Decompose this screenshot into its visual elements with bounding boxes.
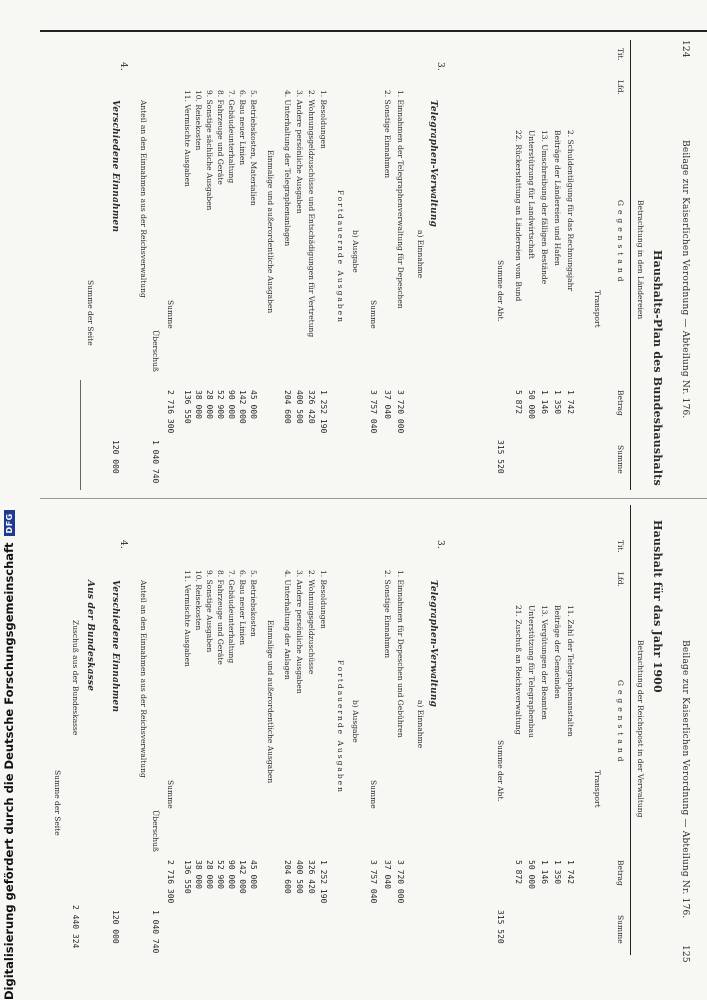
right-ag-1-amt: 326 420 bbox=[307, 860, 316, 894]
left-ag-1-amt: 326 420 bbox=[307, 390, 316, 424]
left-ag-0: 1. Besoldungen bbox=[319, 90, 328, 149]
right-ein-total: Summe bbox=[369, 780, 378, 809]
left-ga-3: Unterstützung für Landwirtschaft bbox=[527, 130, 536, 259]
right-s3-sub: a) Einnahme bbox=[416, 700, 425, 749]
right-surplus: Überschuß bbox=[151, 810, 160, 852]
right-ag2-0: 5. Betriebskosten bbox=[249, 570, 258, 637]
left-ag2-0: 5. Betriebskosten, Materialien bbox=[249, 90, 258, 206]
right-ga-4: 21. Zuschuß an Reichsverwaltung bbox=[514, 605, 523, 735]
left-ein-0: 1. Einnahmen der Telegraphenverwaltung für Depeschen bbox=[396, 90, 405, 309]
left-ag2-5: 10. Reisekosten bbox=[194, 90, 203, 151]
left-col-transport: Transport bbox=[593, 290, 602, 328]
left-col-summe: Summe bbox=[616, 445, 625, 474]
right-ausgabe-head: b) Ausgabe bbox=[351, 700, 360, 743]
right-col-lfd: Lfd. bbox=[616, 572, 625, 587]
right-ag-2-amt: 400 500 bbox=[295, 860, 304, 894]
left-subtotal-a-amt: 315 520 bbox=[496, 440, 505, 474]
right-ga-4-amt: 5 872 bbox=[514, 860, 523, 885]
right-ag2-0-amt: 45 000 bbox=[249, 860, 258, 889]
left-ag2-5-amt: 38 000 bbox=[194, 390, 203, 419]
left-ag-1: 2. Wohnungsgeldzuschüsse und Entschädigungen für Vertretung bbox=[307, 90, 316, 338]
left-ag2-2-amt: 90 000 bbox=[227, 390, 236, 419]
left-col-lfd: Lfd. bbox=[616, 80, 625, 95]
left-ein-1-amt: 37 040 bbox=[383, 390, 392, 419]
left-header-rule bbox=[630, 40, 631, 490]
right-ga-2: 13. Vergütungen der Beamten bbox=[540, 605, 549, 720]
right-col-transport: Transport bbox=[593, 770, 602, 808]
left-ein-0-amt: 3 720 000 bbox=[396, 390, 405, 434]
right-carry: Summe der Seite bbox=[53, 770, 62, 836]
right-subtotal-a: Summe der Abt. bbox=[496, 740, 505, 802]
right-ausgabe-total-amt: 2 716 300 bbox=[166, 860, 175, 904]
right-ein-total-amt: 3 757 040 bbox=[369, 860, 378, 904]
right-ag2-4: 9. Sonstige Ausgaben bbox=[205, 570, 214, 653]
right-ag-0: 1. Besoldungen bbox=[319, 570, 328, 629]
left-ag2-6: 11. Vermischte Ausgaben bbox=[183, 90, 192, 187]
right-ag2-6-amt: 136 550 bbox=[183, 860, 192, 894]
right-ag2-3-amt: 52 900 bbox=[216, 860, 225, 889]
left-ein-total-amt: 3 757 040 bbox=[369, 390, 378, 434]
left-ga-2-amt: 1 146 bbox=[540, 390, 549, 415]
right-ag2-5: 10. Reisekosten bbox=[194, 570, 203, 631]
right-ein-0-amt: 3 720 000 bbox=[396, 860, 405, 904]
left-s4-nr: 4. bbox=[118, 62, 128, 71]
left-ag-3-amt: 204 600 bbox=[283, 390, 292, 424]
left-ausgabe-sub2: Einmalige und außerordentliche Ausgaben bbox=[266, 150, 275, 314]
right-ag2-2: 7. Gebäudeunterhaltung bbox=[227, 570, 236, 664]
right-ag-3: 4. Unterhaltung der Anlagen bbox=[283, 570, 292, 680]
left-col-tit: Tit. bbox=[616, 48, 625, 61]
right-ag2-3: 8. Fahrzeuge und Geräte bbox=[216, 570, 225, 665]
right-ga-1-amt: 1 350 bbox=[553, 860, 562, 885]
left-ein-total: Summe bbox=[369, 300, 378, 329]
left-ga-1-amt: 1 350 bbox=[553, 390, 562, 415]
right-ag-0-amt: 1 252 190 bbox=[319, 860, 328, 904]
left-ga-0-amt: 1 742 bbox=[566, 390, 575, 415]
left-ag2-3-amt: 52 900 bbox=[216, 390, 225, 419]
right-ag2-5-amt: 38 000 bbox=[194, 860, 203, 889]
left-ausgabe-total-amt: 2 716 300 bbox=[166, 390, 175, 434]
left-ga-2: 13. Umschreibung der fälligen Bestände bbox=[540, 130, 549, 285]
right-ag2-2-amt: 90 000 bbox=[227, 860, 236, 889]
right-ag2-1: 6. Bau neuer Linien bbox=[238, 570, 247, 646]
right-ga-3-amt: 50 000 bbox=[527, 860, 536, 889]
left-ag-2: 3. Andere persönliche Ausgaben bbox=[295, 90, 304, 214]
right-ga-2-amt: 1 146 bbox=[540, 860, 549, 885]
right-s5-title: Aus der Bundeskasse bbox=[85, 580, 95, 692]
right-ag-2: 3. Andere persönliche Ausgaben bbox=[295, 570, 304, 694]
right-s4-amt: 120 000 bbox=[111, 910, 120, 944]
left-ag-2-amt: 400 500 bbox=[295, 390, 304, 424]
right-s4-text: Anteil an den Einnahmen aus der Reichsverwaltung bbox=[139, 580, 148, 778]
left-ag-3: 4. Unterhaltung der Telegraphenanlagen bbox=[283, 90, 292, 247]
right-ein-1: 2. Sonstige Einnahmen bbox=[383, 570, 392, 659]
left-s3-sub: a) Einnahme bbox=[416, 230, 425, 279]
left-ausgabe-head: b) Ausgabe bbox=[351, 230, 360, 273]
left-surplus: Überschuß bbox=[151, 330, 160, 372]
left-col-gegenstand: Gegenstand bbox=[616, 200, 625, 286]
right-s5-amt: 2 440 324 bbox=[71, 905, 80, 949]
right-ag2-6: 11. Vermischte Ausgaben bbox=[183, 570, 192, 667]
left-surplus-amt: 1 040 740 bbox=[151, 440, 160, 484]
footer-text: Digitalisierung gefördert durch die Deutsche Forschungsgemeinschaft bbox=[2, 542, 16, 1000]
left-header: Beilage zur Kaiserlichen Verordnung — Abteilung Nr. 176. bbox=[680, 140, 690, 419]
left-ein-1: 2. Sonstige Einnahmen bbox=[383, 90, 392, 179]
right-header: Beilage zur Kaiserlichen Verordnung — Abteilung Nr. 176. bbox=[680, 640, 690, 919]
left-ag-0-amt: 1 252 190 bbox=[319, 390, 328, 434]
right-s5-text: Zuschuß aus der Bundeskasse bbox=[71, 620, 80, 736]
left-ag2-6-amt: 136 550 bbox=[183, 390, 192, 424]
right-col-gegenstand: Gegenstand bbox=[616, 680, 625, 766]
left-s3-title: Telegraphen-Verwaltung bbox=[428, 100, 438, 228]
left-s3-nr: 3. bbox=[435, 62, 445, 71]
right-surplus-amt: 1 040 740 bbox=[151, 910, 160, 954]
right-ag2-1-amt: 142 000 bbox=[238, 860, 247, 894]
right-col-summe: Summe bbox=[616, 915, 625, 944]
right-s3-title: Telegraphen-Verwaltung bbox=[428, 580, 438, 708]
left-title: Haushalts-Plan des Bundeshaushalts bbox=[651, 250, 664, 486]
left-page-number: 124 bbox=[680, 40, 690, 58]
right-ausgabe-sub: Fortdauernde Ausgaben bbox=[336, 660, 345, 794]
left-ga-0: 2. Schuldentilgung für das Rechnungsjahr bbox=[566, 130, 575, 292]
right-ag2-4-amt: 28 000 bbox=[205, 860, 214, 889]
right-page-number: 125 bbox=[680, 945, 690, 963]
left-subtotal-a: Summe der Abt. bbox=[496, 260, 505, 322]
left-ausgabe-sub: Fortdauernde Ausgaben bbox=[336, 190, 345, 324]
left-carry: Summe der Seite bbox=[86, 280, 95, 346]
left-col-betrag: Betrag bbox=[616, 390, 625, 416]
left-col-rule-2 bbox=[80, 430, 81, 490]
left-ag2-0-amt: 45 000 bbox=[249, 390, 258, 419]
right-ausgabe-total: Summe bbox=[166, 780, 175, 809]
left-ag2-3: 8. Fahrzeuge und Geräte bbox=[216, 90, 225, 185]
right-s4-nr: 4. bbox=[118, 540, 128, 549]
right-col-betrag: Betrag bbox=[616, 860, 625, 886]
right-ga-0-amt: 1 742 bbox=[566, 860, 575, 885]
left-ga-4-amt: 5 872 bbox=[514, 390, 523, 415]
left-s4-title: Verschiedene Einnahmen bbox=[110, 100, 120, 233]
left-s4-text: Anteil an den Einnahmen aus der Reichsverwaltung bbox=[139, 100, 148, 298]
right-ag-3-amt: 204 600 bbox=[283, 860, 292, 894]
right-s3-nr: 3. bbox=[435, 540, 445, 549]
right-ag-1: 2. Wohnungsgeldzuschüsse bbox=[307, 570, 316, 675]
right-title: Haushalt für das Jahr 1900 bbox=[651, 520, 664, 693]
right-subtotal-a-amt: 315 520 bbox=[496, 910, 505, 944]
left-ga-1: Beiträge der Ländereien und Hafen bbox=[553, 130, 562, 266]
right-ga-1: Beiträge der Gemeinden bbox=[553, 605, 562, 699]
right-subtitle: Betrachtung der Reichspost in der Verwaltung bbox=[636, 640, 645, 818]
left-subtitle: Betrachtung in den Ländereien bbox=[636, 200, 645, 320]
right-col-tit: Tit. bbox=[616, 540, 625, 553]
left-ausgabe-total: Summe bbox=[166, 300, 175, 329]
left-ga-4: 22. Rückerstattung an Ländereien vom Bund bbox=[514, 130, 523, 302]
right-header-rule bbox=[630, 505, 631, 955]
left-ag2-4-amt: 28 000 bbox=[205, 390, 214, 419]
left-ag2-2: 7. Gebäudeunterhaltung bbox=[227, 90, 236, 184]
dfg-footer bbox=[2, 0, 16, 1000]
right-ga-3: Unterstützung für Telegraphenbau bbox=[527, 605, 536, 738]
top-rule bbox=[40, 30, 707, 32]
dfg-logo: DFG bbox=[4, 510, 15, 536]
right-ein-1-amt: 37 040 bbox=[383, 860, 392, 889]
left-ag2-1-amt: 142 000 bbox=[238, 390, 247, 424]
left-s4-amt: 120 000 bbox=[111, 440, 120, 474]
left-ag2-1: 6. Bau neuer Linien bbox=[238, 90, 247, 166]
right-ein-0: 1. Einnahmen für Depeschen und Gebühren bbox=[396, 570, 405, 738]
right-ausgabe-sub2: Einmalige und außerordentliche Ausgaben bbox=[266, 620, 275, 784]
right-ga-0: 11. Zahl der Telegraphenanstalten bbox=[566, 605, 575, 737]
left-ag2-4: 9. Sonstige sächliche Ausgaben bbox=[205, 90, 214, 211]
fold-rule bbox=[40, 498, 707, 499]
left-ga-3-amt: 50 000 bbox=[527, 390, 536, 419]
right-s4-title: Verschiedene Einnahmen bbox=[110, 580, 120, 713]
